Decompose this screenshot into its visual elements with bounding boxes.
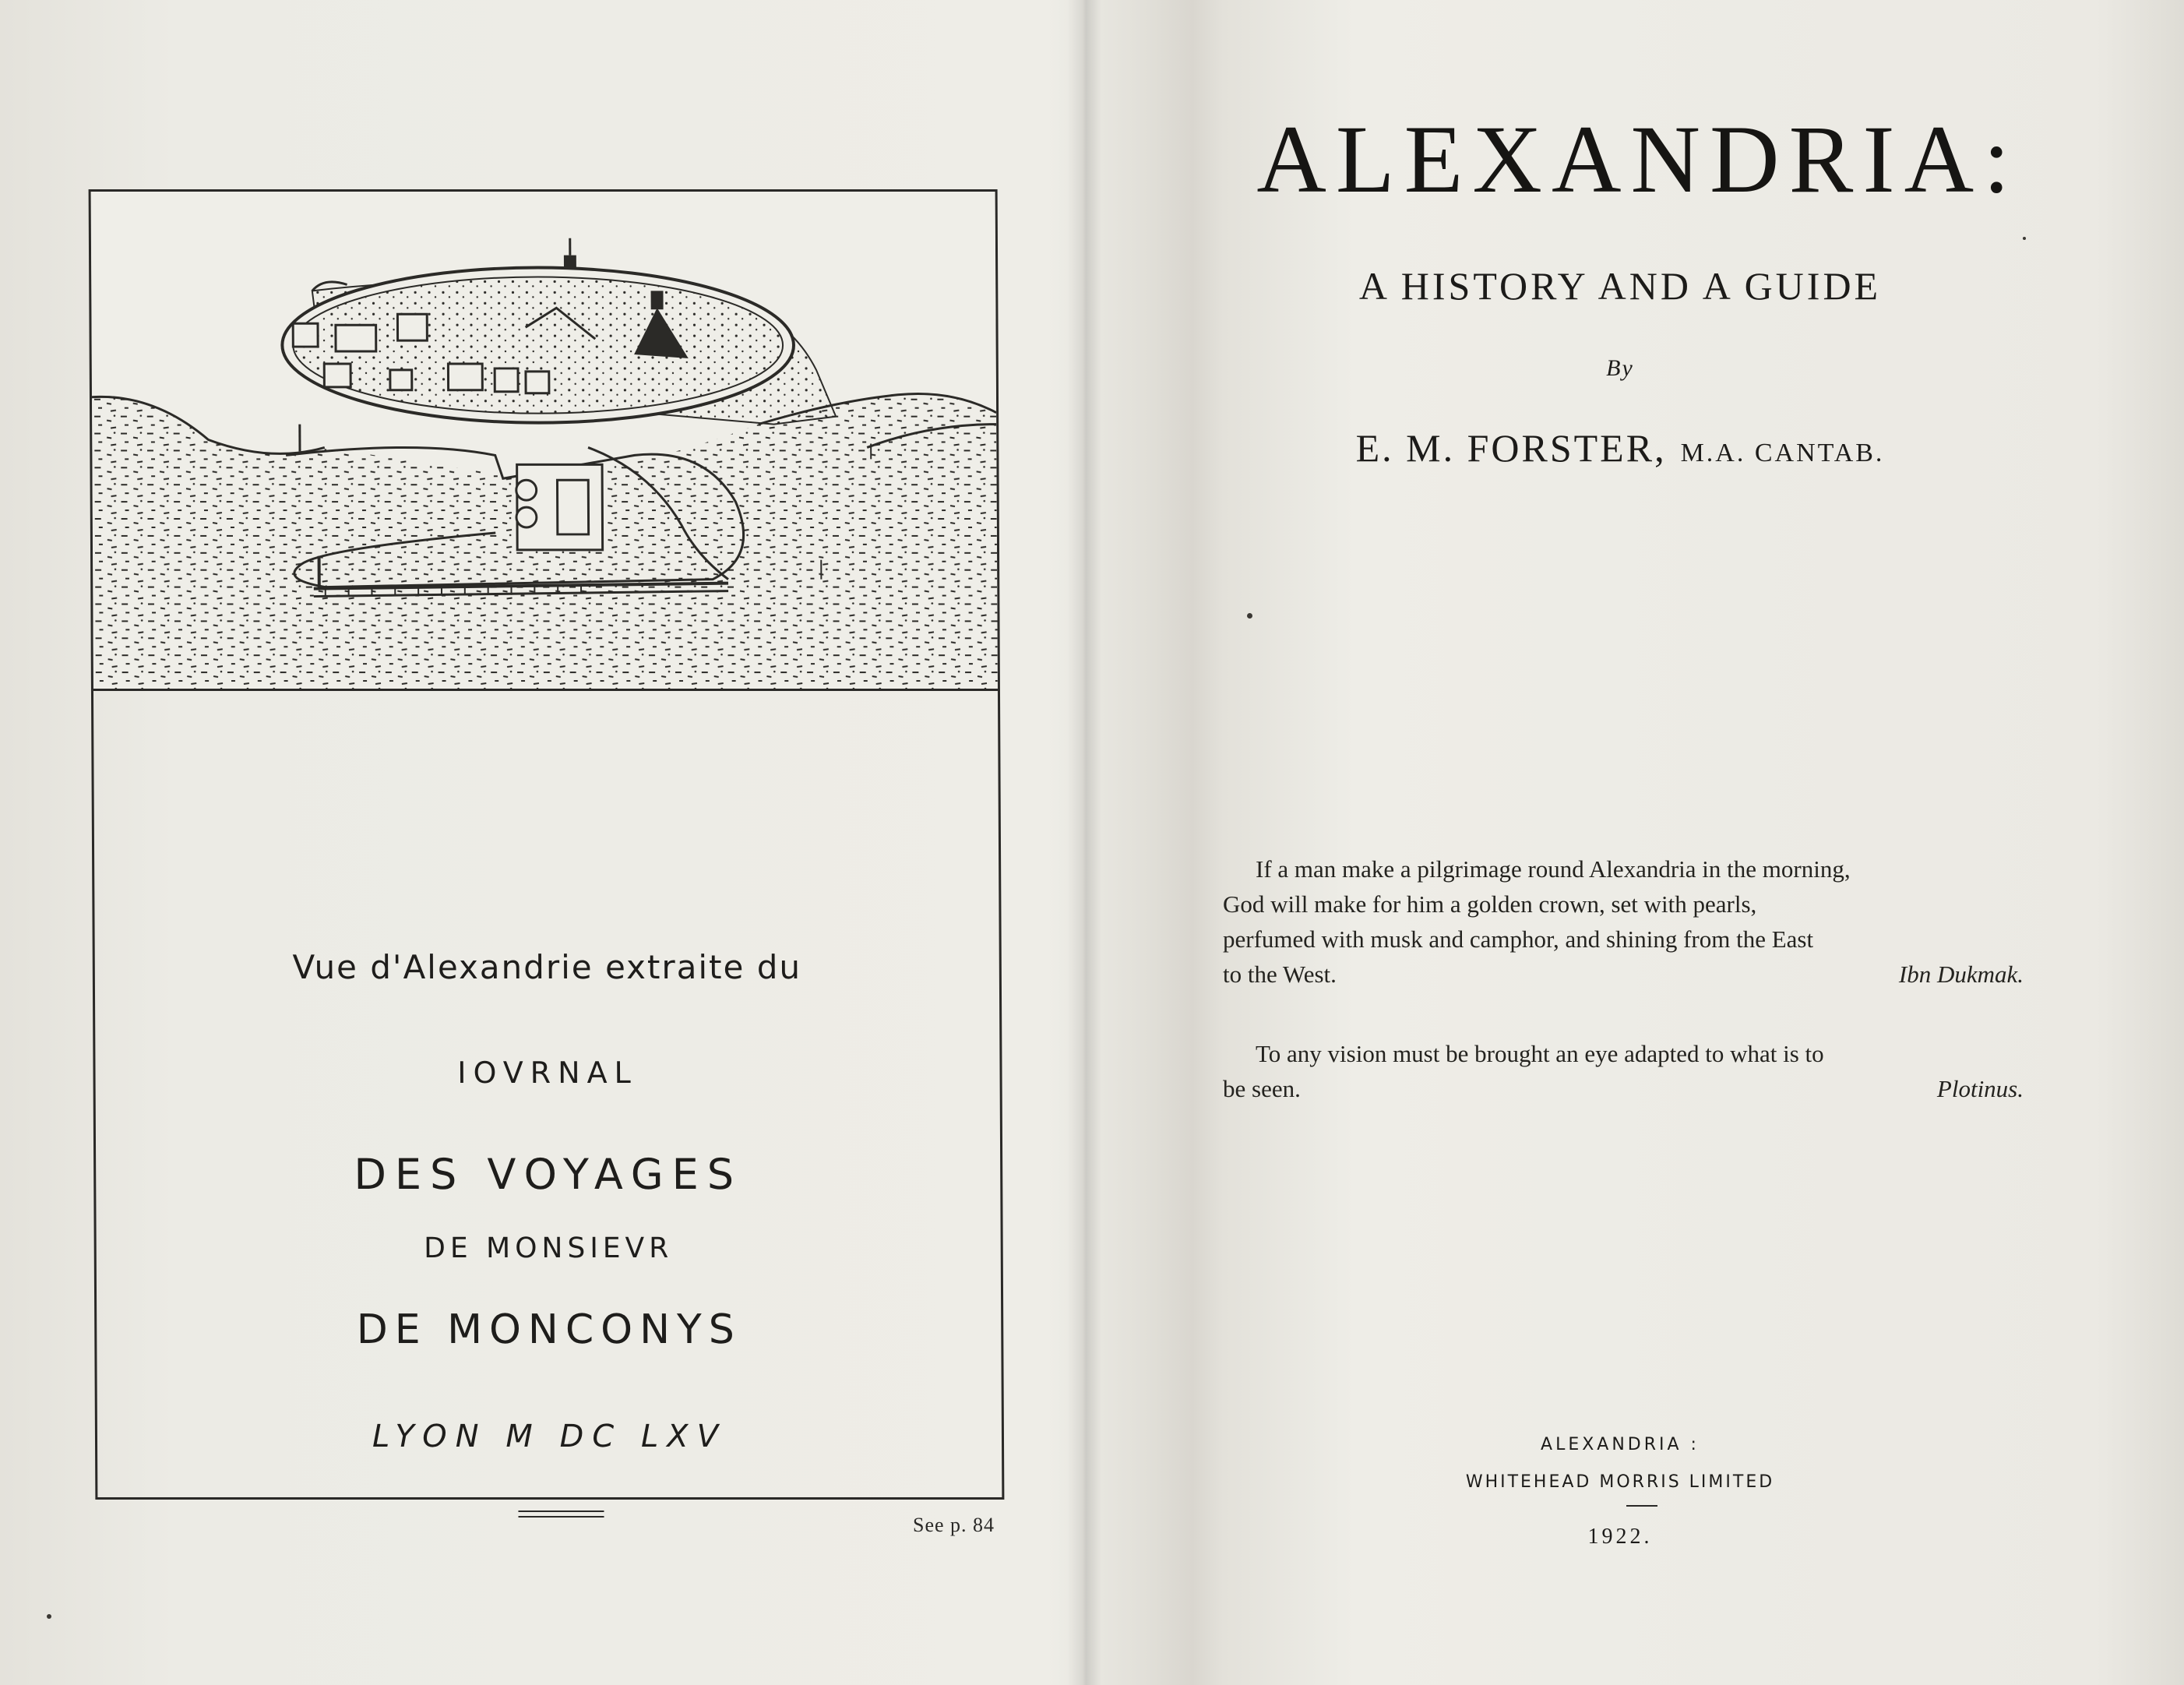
engraving-illustration [91, 192, 998, 689]
author-line [1246, 425, 1994, 471]
caption-line-de-monsievr: DE MONSIEVR [424, 1232, 674, 1264]
book-subtitle: A HISTORY AND A GUIDE [1358, 264, 1882, 308]
caption-line-de-monconys: DE MONCONYS [356, 1306, 742, 1353]
epigraph-last-line [1223, 957, 2056, 992]
epigraph-attribution: Plotinus. [1936, 1075, 2024, 1102]
epigraph-ibn-dukmak [1223, 851, 2056, 992]
imprint-year: 1922. [1587, 1525, 1653, 1549]
paper-speck [1247, 613, 1252, 619]
caption-double-rule [518, 1511, 604, 1518]
epigraph-line: If a man make a pilgrimage round Alexandria in the morning, [1256, 855, 1851, 883]
caption-line-des-voyages: DES VOYAGES [354, 1150, 743, 1199]
author-credentials: M.A. CANTAB. [1680, 439, 1885, 467]
book-title: ALEXANDRIA: [1256, 106, 2020, 213]
caption-line-iournal: IOVRNAL [457, 1056, 638, 1090]
caption-line-vue: Vue d'Alexandrie extraite du [292, 948, 802, 986]
epigraph-line: to the West. [1223, 961, 1337, 988]
left-page-frontispiece [0, 0, 1073, 1685]
book-gutter [1067, 0, 1101, 1685]
engraving-view-of-alexandria [91, 192, 998, 691]
imprint-rule [1626, 1505, 1657, 1507]
paper-speck [47, 1614, 51, 1619]
epigraph-plotinus [1223, 1036, 2056, 1106]
frontispiece-frame [89, 189, 1005, 1500]
author-name: E. M. FORSTER, [1355, 426, 1667, 470]
epigraph-last-line [1223, 1071, 2056, 1106]
byline-by: By [1606, 355, 1634, 381]
epigraph-line: To any vision must be brought an eye adapted to what is to [1256, 1040, 1824, 1067]
epigraph-line: perfumed with musk and camphor, and shining from the East [1223, 925, 1814, 953]
frontispiece-caption [93, 691, 1002, 1500]
imprint-city: ALEXANDRIA : [1541, 1435, 1700, 1454]
page-reference: See p. 84 [913, 1514, 995, 1536]
imprint-publisher: WHITEHEAD MORRIS LIMITED [1465, 1472, 1775, 1492]
epigraph-attribution: Ibn Dukmak. [1898, 961, 2024, 988]
right-page-title [1100, 0, 2184, 1685]
epigraph-line: God will make for him a golden crown, set with pearls, [1223, 890, 1757, 918]
paper-speck [2023, 237, 2026, 240]
epigraph-line: be seen. [1223, 1075, 1301, 1102]
caption-line-lyon-date: LYON M DC LXV [372, 1419, 727, 1454]
